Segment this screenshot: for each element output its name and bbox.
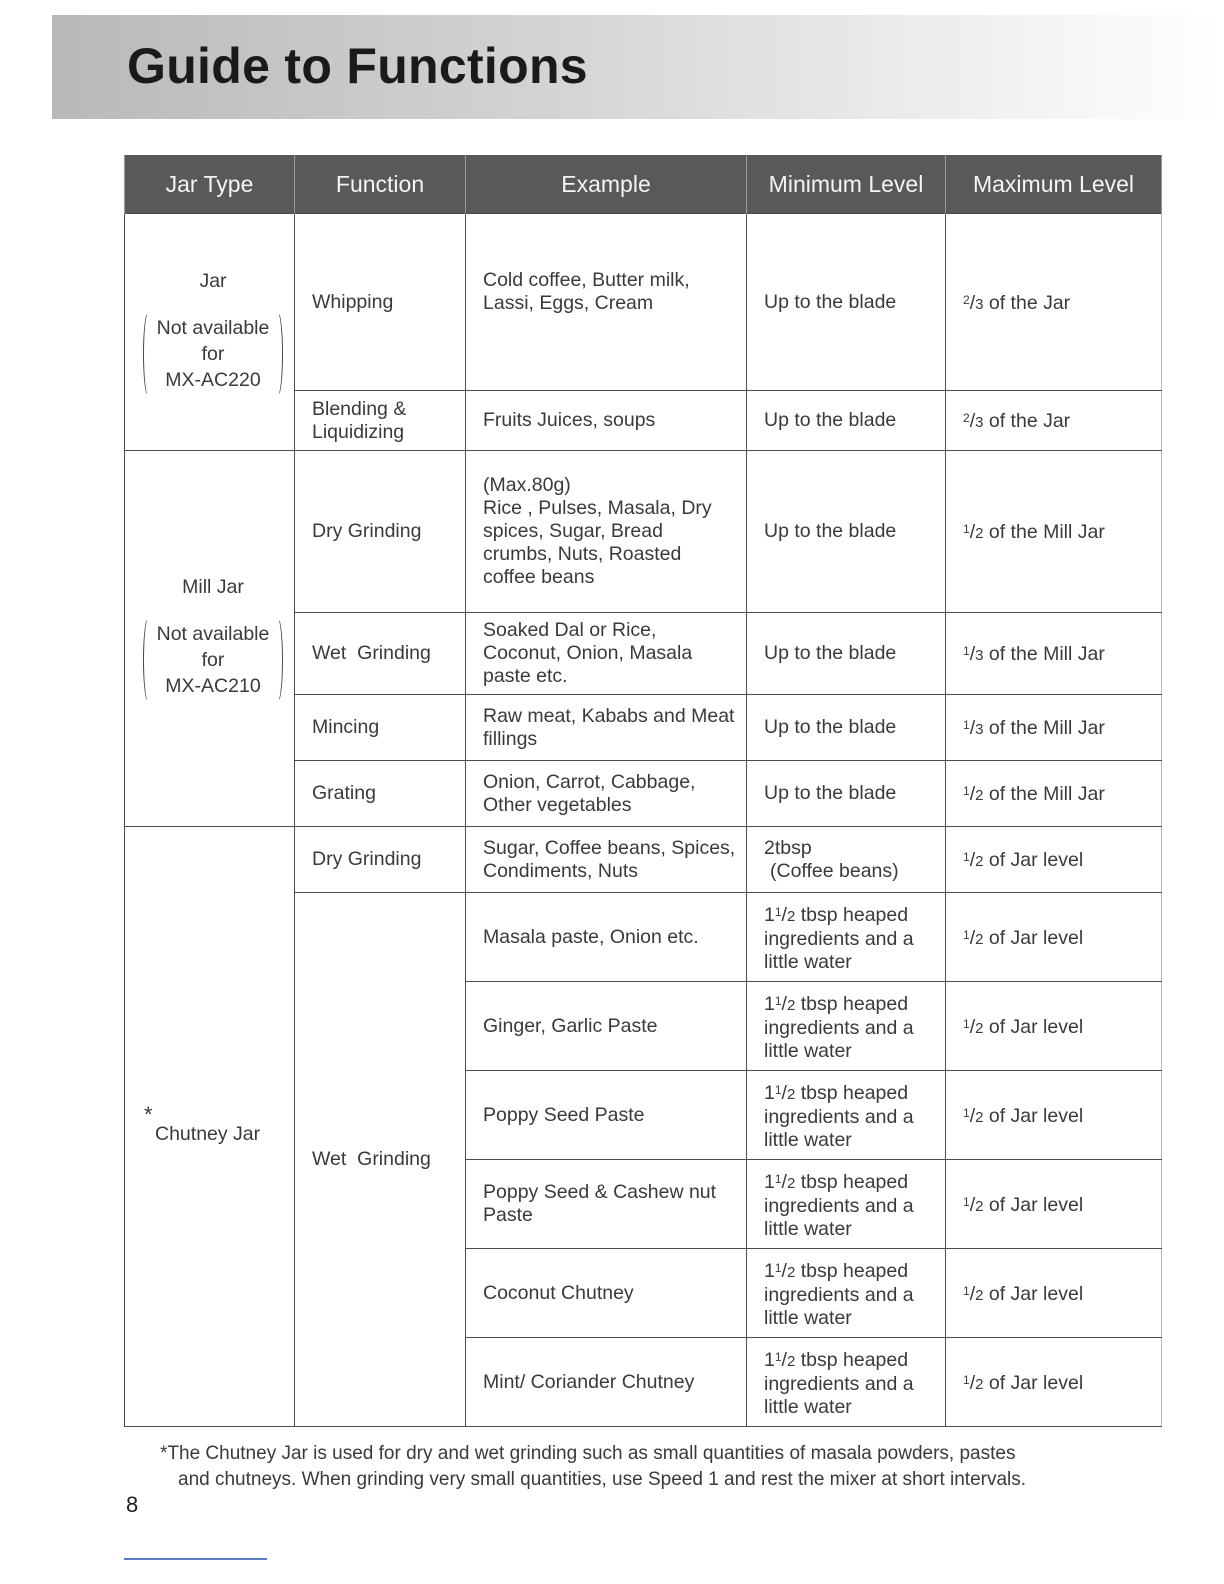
function-cell: Grating [295,761,466,827]
minimum-level-cell: $1^1/2$ tbsp heaped ingredients and a little water [747,893,946,982]
example-cell: Coconut Chutney [466,1249,747,1338]
function-cell: Whipping [295,214,466,391]
function-cell: Blending & Liquidizing [295,391,466,451]
page-title: Guide to Functions [127,38,588,94]
asterisk-marker: * [144,1102,153,1127]
title-band [52,15,1224,119]
table-row [125,451,1162,613]
jar-type-jar [125,214,295,451]
example-cell: Fruits Juices, soups [466,391,747,451]
availability-note: Not available for MX-AC220 [143,313,284,395]
maximum-level-cell: $^2$/3 of the Jar [946,391,1162,451]
maximum-level-cell: $^1$/2 of Jar level [946,982,1162,1071]
function-cell: Mincing [295,695,466,761]
minimum-level-cell: $1^1/2$ tbsp heaped ingredients and a little water [747,1160,946,1249]
jar-name: Jar [199,269,227,292]
availability-note: Not available for MX-AC210 [143,619,284,701]
minimum-level-cell: $1^1/2$ tbsp heaped ingredients and a little water [747,1338,946,1427]
minimum-level-cell: $1^1/2$ tbsp heaped ingredients and a little water [747,1249,946,1338]
jar-name: Mill Jar [182,576,244,598]
page-number: 8 [126,1492,139,1517]
table-row [125,827,1162,893]
maximum-level-cell: $^1$/3 of the Mill Jar [946,613,1162,695]
minimum-level-cell: Up to the blade [747,391,946,451]
maximum-level-cell: $^1$/3 of the Mill Jar [946,695,1162,761]
header-row [125,155,1162,214]
maximum-level-cell: $^1$/2 of the Mill Jar [946,451,1162,613]
max-quantity: (Max.80g) [483,474,571,496]
header-example: Example [466,155,747,214]
example-cell: Poppy Seed & Cashew nut Paste [466,1160,747,1249]
asterisk-marker: * [160,1443,168,1464]
footnote-line-1: The Chutney Jar is used for dry and wet grinding such as small quantities of masala powders, pastes [167,1443,1016,1464]
minimum-level-cell: Up to the blade [747,451,946,613]
maximum-level-cell: $^2$/3 of the Jar [946,214,1162,391]
maximum-level-cell: $^1$/2 of Jar level [946,1249,1162,1338]
maximum-level-cell: $^1$/2 of Jar level [946,1338,1162,1427]
function-cell: Dry Grinding [295,827,466,893]
maximum-level-cell: $^1$/2 of Jar level [946,827,1162,893]
example-cell: Ginger, Garlic Paste [466,982,747,1071]
example-cell: Poppy Seed Paste [466,1071,747,1160]
example-cell: (Max.80g) Rice , Pulses, Masala, Dry spices, Sugar, Bread crumbs, Nuts, Roasted coffee beans [466,451,747,613]
function-cell: Wet Grinding [295,613,466,695]
example-cell: Raw meat, Kababs and Meat fillings [466,695,747,761]
example-cell: Soaked Dal or Rice, Coconut, Onion, Masala paste etc. [466,613,747,695]
minimum-level-cell: $1^1/2$ tbsp heaped ingredients and a little water [747,982,946,1071]
minimum-level-cell: 2tbsp (Coffee beans) [747,827,946,893]
header-function: Function [295,155,466,214]
minimum-level-cell: Up to the blade [747,695,946,761]
functions-table [124,155,1162,1427]
example-cell: Masala paste, Onion etc. [466,893,747,982]
example-cell: Mint/ Coriander Chutney [466,1338,747,1427]
example-cell: Cold coffee, Butter milk, Lassi, Eggs, Cream [466,214,747,391]
maximum-level-cell: $^1$/2 of Jar level [946,1071,1162,1160]
footer-rule [124,1558,267,1560]
table-row [125,214,1162,391]
minimum-level-cell: Up to the blade [747,613,946,695]
jar-name: Chutney Jar [155,1123,261,1145]
example-cell: Sugar, Coffee beans, Spices, Condiments, Nuts [466,827,747,893]
jar-type-chutney-jar [125,827,295,1427]
minimum-level-cell: $1^1/2$ tbsp heaped ingredients and a little water [747,1071,946,1160]
minimum-level-cell: Up to the blade [747,761,946,827]
footnote [160,1441,1140,1493]
function-cell: Dry Grinding [295,451,466,613]
minimum-level-cell: Up to the blade [747,214,946,391]
maximum-level-cell: $^1$/2 of Jar level [946,893,1162,982]
header-jar-type: Jar Type [125,155,295,214]
jar-type-mill-jar [125,451,295,827]
header-maximum-level: Maximum Level [946,155,1162,214]
function-cell: Wet Grinding [295,893,466,1427]
footnote-line-2: and chutneys. When grinding very small quantities, use Speed 1 and rest the mixer at short intervals. [178,1469,1027,1490]
header-minimum-level: Minimum Level [747,155,946,214]
maximum-level-cell: $^1$/2 of Jar level [946,1160,1162,1249]
maximum-level-cell: $^1$/2 of the Mill Jar [946,761,1162,827]
example-cell: Onion, Carrot, Cabbage, Other vegetables [466,761,747,827]
